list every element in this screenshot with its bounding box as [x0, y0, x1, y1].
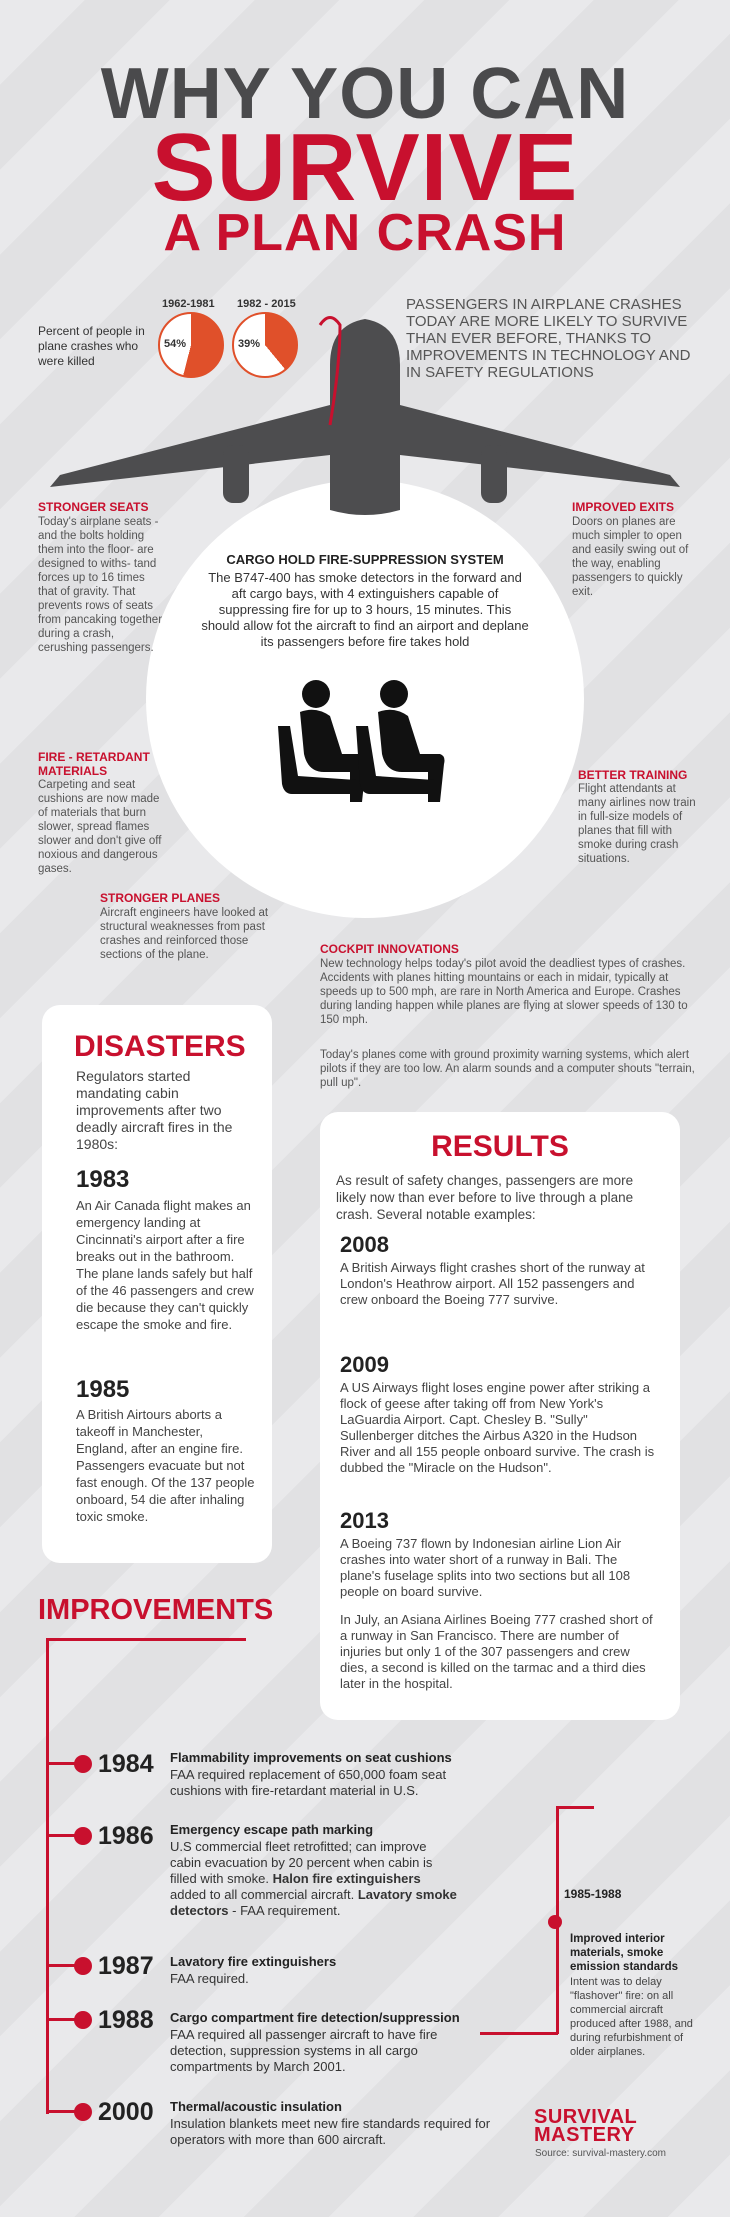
improvement-year-1987: 1987 [98, 1952, 154, 1980]
result-text-2009: A US Airways flight loses engine power after striking a flock of geese after taking off from New York's LaGuardia Airport. Capt. Chesley B. "Sully" Sullenberger ditches the Airbus A320 in the Hudson River and all 155 people onboard survive. The crash is dubbed the "Miracle on the Hudson". [340, 1380, 655, 1475]
disaster-text-1983: An Air Canada flight makes an emergency landing at Cincinnati's airport after a fire breaks out in the bathroom. The plane lands safely but half of the 46 passengers and crew die because they can't quickly escape the smoke and fire. [76, 1198, 254, 1332]
side-text: Intent was to delay "flashover" fire: on all commercial aircraft produced after 1988, and during refurbishment of older airplanes. [570, 1976, 693, 2058]
improvement-title-1987: Lavatory fire extinguishers [170, 1954, 337, 1969]
cockpit-title: COCKPIT INNOVATIONS [320, 942, 459, 956]
stronger-seats-title: STRONGER SEATS [38, 500, 149, 514]
cockpit-text-1: New technology helps today's pilot avoid the deadliest types of crashes. Accidents with planes hitting mountains or each in midair, typically at speeds up to 500 mph, are rare in North America and Europe. Crashes during landing happen while planes are flying at slower speeds of 130 to 150 mph. [320, 958, 688, 1026]
timeline-dot [74, 1755, 92, 1773]
stronger-planes-title: STRONGER PLANES [100, 891, 221, 905]
improvement-title-1984: Flammability improvements on seat cushions [170, 1750, 452, 1765]
improvement-text-1986-bold-a: Halon fire extinguishers [272, 1871, 421, 1886]
timeline-dot [74, 2103, 92, 2121]
pie-period-2: 1982 - 2015 [237, 298, 296, 310]
side-dot [548, 1915, 562, 1929]
improvement-text-1986-c: - FAA requirement. [228, 1903, 341, 1918]
improvement-text-1987: FAA required. [170, 1971, 249, 1986]
improvement-text-1986-b: added to all commercial aircraft. [170, 1887, 358, 1902]
result-year-2008: 2008 [340, 1232, 389, 1257]
fire-retardant-text: Carpeting and seat cushions are now made of materials that burn slower, spread flames slower and don't give off noxious and dangerous gases. [38, 779, 162, 875]
improvement-title-1988: Cargo compartment fire detection/suppression [170, 2010, 460, 2025]
brand-logo [534, 2108, 637, 2144]
pie-value-2: 39% [238, 338, 261, 350]
improvement-year-2000: 2000 [98, 2098, 154, 2126]
improvement-text-1984: FAA required replacement of 650,000 foam seat cushions with fire-retardant material in U.S. [170, 1767, 447, 1798]
timeline-dot [74, 1827, 92, 1845]
intro-text: PASSENGERS IN AIRPLANE CRASHES TODAY ARE MORE LIKELY TO SURVIVE THAN EVER BEFORE, THANKS TO IMPROVEMENTS IN TECHNOLOGY AND IN SAFETY REGULATIONS [406, 296, 691, 381]
disaster-text-1985: A British Airtours aborts a takeoff in Manchester, England, after an engine fire. Passengers evacuate but not fast enough. Of the 137 people onboard, 54 die after inhaling toxic smoke. [76, 1407, 255, 1524]
better-training-text: Flight attendants at many airlines now train in full-size models of planes that fill with smoke during crash situations. [578, 783, 696, 865]
timeline-dot [74, 2011, 92, 2029]
timeline-dot [74, 1957, 92, 1975]
pie-caption: Percent of people in plane crashes who were killed [38, 324, 145, 368]
side-period: 1985-1988 [564, 1887, 622, 1901]
disaster-year-1983: 1983 [76, 1166, 130, 1193]
disasters-intro: Regulators started mandating cabin improvements after two deadly aircraft fires in the 1980s: [76, 1068, 233, 1152]
improvement-text-2000: Insulation blankets meet new fire standards required for operators with more than 600 aircraft. [170, 2116, 491, 2147]
better-training-title: BETTER TRAINING [578, 768, 688, 782]
results-title: RESULTS [431, 1130, 569, 1163]
disasters-title: DISASTERS [74, 1030, 246, 1063]
improved-exits-title: IMPROVED EXITS [572, 500, 675, 514]
improved-exits-text: Doors on planes are much simpler to open and easily swing out of the way, enabling passengers to quickly exit. [572, 516, 689, 598]
result-text-2013-b: In July, an Asiana Airlines Boeing 777 crashed short of a runway in San Francisco. There are number of injuries but only 1 of the 307 passengers and crew dies, a second is killed on the tarmac and a third dies later in the hospital. [340, 1612, 653, 1691]
airplane-icon [40, 305, 690, 520]
cargo-text: The B747-400 has smoke detectors in the forward and aft cargo bays, with 4 extinguishers capable of suppressing fire for up to 3 hours, 15 minutes. This should allow fot the aircraft to find an airport and deplane its passengers before fire takes hold [201, 570, 529, 649]
pie-value-1: 54% [164, 338, 187, 350]
passengers-seats-icon [264, 676, 464, 816]
improvement-text-1986-a: U.S commercial fleet retrofitted; can improve cabin evacuation by 20 percent when cabin is filled with smoke. [170, 1839, 433, 1886]
side-title: Improved interior materials, smoke emission standards [570, 1933, 679, 1973]
brand-line-1: SURVIVAL [534, 2106, 638, 2128]
title-line-1: WHY YOU CAN [100, 54, 630, 134]
fire-retardant-title: FIRE - RETARDANT MATERIALS [38, 750, 150, 778]
improvement-year-1986: 1986 [98, 1822, 154, 1850]
improvements-title: IMPROVEMENTS [38, 1594, 274, 1626]
cockpit-text-2: Today's planes come with ground proximity warning systems, which alert pilots if they are too low. An alarm sounds and a computer shouts "terrain, pull up". [320, 1049, 695, 1089]
improvement-year-1984: 1984 [98, 1750, 154, 1778]
cargo-title: CARGO HOLD FIRE-SUPPRESSION SYSTEM [226, 552, 504, 567]
timeline-line-right-top [556, 1806, 594, 1809]
result-year-2013: 2013 [340, 1508, 389, 1533]
stronger-seats-text: Today's airplane seats - and the bolts holding them into the floor- are designed to withs- tand forces up to 16 times that of gravity. That prevents rows of seats from pancaking together during a crash, cerushing passengers. [38, 516, 163, 654]
improvement-title-1986: Emergency escape path marking [170, 1822, 374, 1837]
disaster-year-1985: 1985 [76, 1376, 130, 1403]
title-line-3: A PLAN CRASH [163, 204, 567, 262]
improvement-year-1988: 1988 [98, 2006, 154, 2034]
title-line-2: SURVIVE [151, 114, 579, 221]
result-text-2008: A British Airways flight crashes short of the runway at London's Heathrow airport. All 152 passengers and crew onboard the Boeing 777 survive. [340, 1260, 645, 1307]
improvement-text-1988: FAA required all passenger aircraft to have fire detection, suppression systems in all cargo compartments by March 2001. [170, 2027, 438, 2074]
improvement-title-2000: Thermal/acoustic insulation [170, 2099, 342, 2114]
improvement-text-1986-bold-b: Lavatory smoke detectors [170, 1887, 457, 1918]
timeline-line-right-bottom [480, 2032, 558, 2035]
results-intro: As result of safety changes, passengers are more likely now than ever before to live through a plane crash. Several notable examples: [336, 1173, 634, 1222]
improvement-text-1986 [170, 1839, 460, 1919]
result-year-2009: 2009 [340, 1352, 389, 1377]
source-text: Source: survival-mastery.com [535, 2148, 666, 2159]
result-text-2013-a: A Boeing 737 flown by Indonesian airline Lion Air crashes into water short of a runway in Bali. The plane's fuselage splits into two sections but all 108 people on board survive. [340, 1536, 631, 1599]
brand-line-2: MASTERY [534, 2124, 635, 2146]
pie-period-1: 1962-1981 [162, 298, 215, 310]
timeline-line-top [46, 1638, 246, 1641]
stronger-planes-text: Aircraft engineers have looked at structural weaknesses from past crashes and reinforced those sections of the plane. [100, 907, 269, 961]
timeline-line-left [46, 1638, 49, 2114]
